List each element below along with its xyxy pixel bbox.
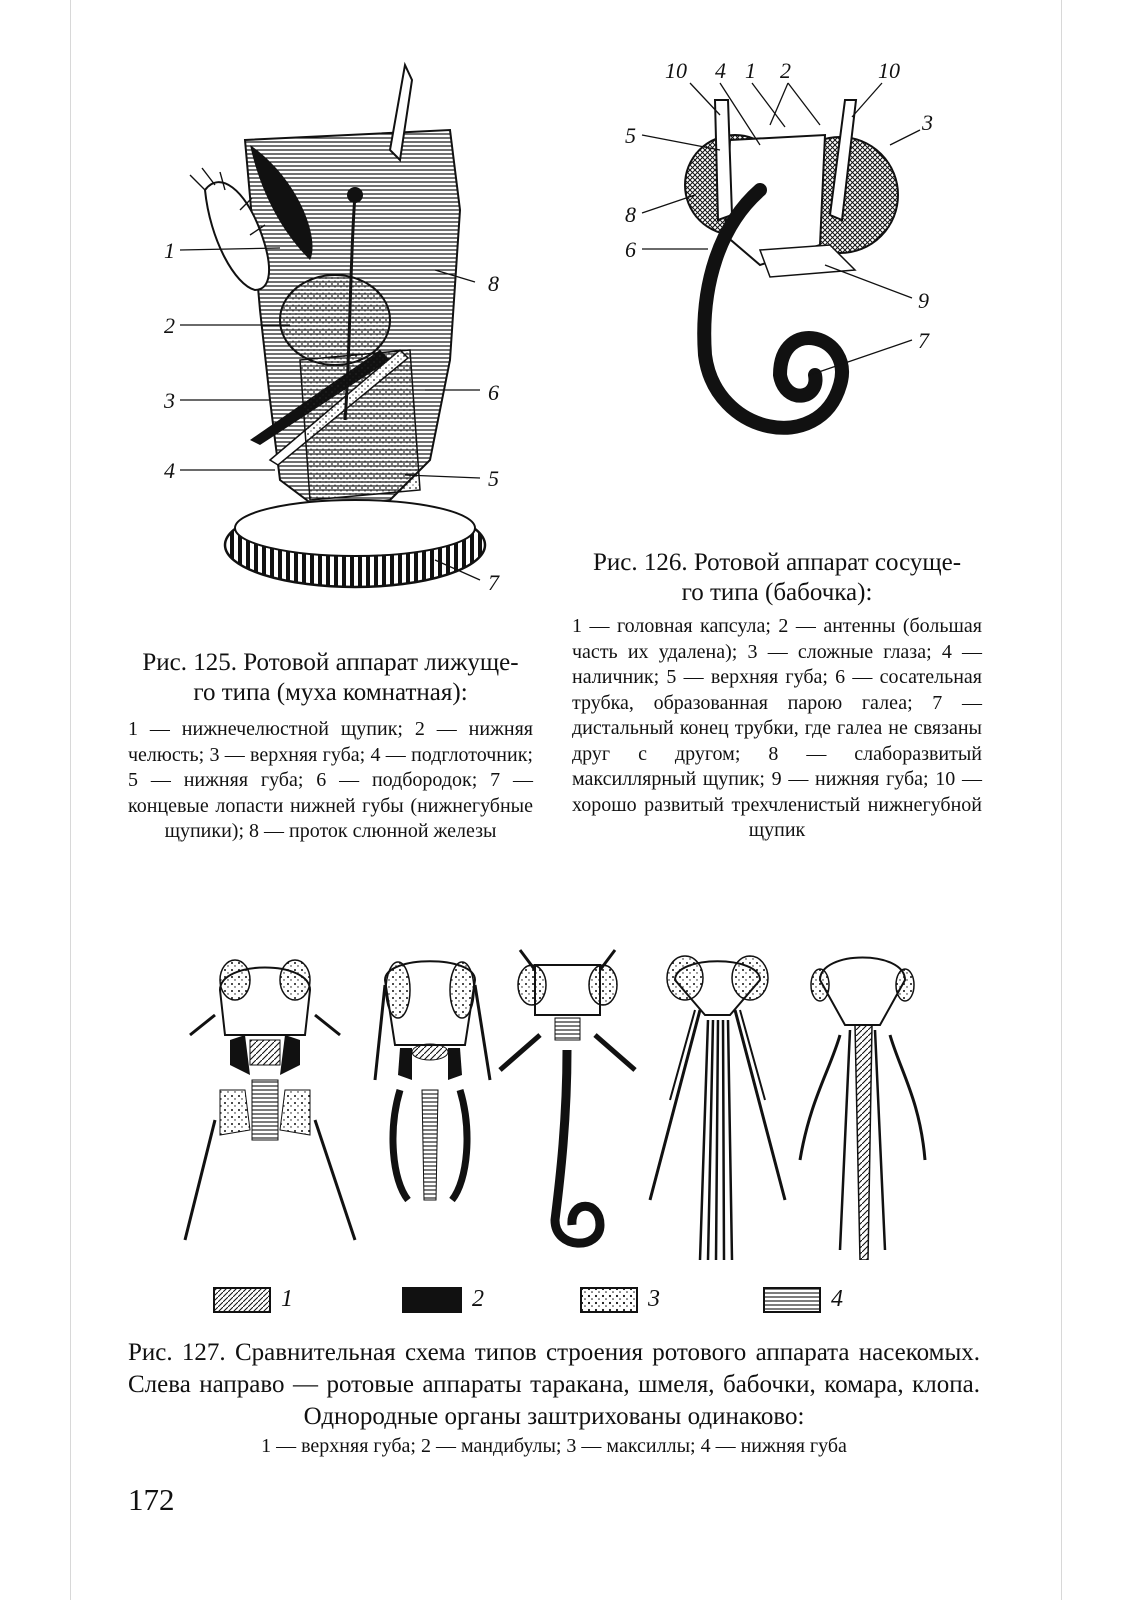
fig126-title-line2: го типа (бабочка): — [681, 579, 873, 606]
fig126-label-8: 8 — [625, 202, 636, 227]
legend-key-4: 4 — [831, 1286, 843, 1312]
legend-swatch-hatched — [213, 1287, 271, 1313]
legend-swatch-dotted — [580, 1287, 638, 1313]
legend-swatch-lined — [763, 1287, 821, 1313]
butterfly-head — [500, 950, 635, 1243]
fly-mouthparts-drawing — [150, 60, 520, 600]
fig125-label-2: 2 — [164, 313, 175, 338]
bug-head — [800, 958, 925, 1261]
fig125-title — [128, 648, 533, 708]
fig126-label-9: 9 — [918, 288, 929, 313]
fig126-label-10b: 10 — [878, 58, 900, 83]
fig125-label-5: 5 — [488, 466, 499, 491]
legend-key-1: 1 — [281, 1286, 293, 1312]
cockroach-head — [185, 960, 355, 1240]
comparison-drawing — [160, 940, 960, 1260]
fig127-title: Рис. 127. Сравнительная схема типов строения ротового аппарата насекомых. Слева направо — ротовые аппараты таракана, шмеля, бабочки, комара, клопа. Однородные органы заштрихованы одинаково: — [128, 1339, 980, 1430]
fig125-label-3: 3 — [164, 388, 175, 413]
fig126-label-2: 2 — [780, 58, 791, 83]
fig125-label-8: 8 — [488, 271, 499, 296]
butterfly-mouthparts-drawing — [620, 55, 950, 470]
fig125-title-line1: Рис. 125. Ротовой аппарат лижуще- — [142, 649, 519, 676]
fig125-legend: 1 — нижнечелюстной щупик; 2 — нижняя челюсть; 3 — верхняя губа; 4 — подглоточник; 5 — нижняя губа; 6 — подбородок; 7 — концевые лопасти нижней губы (нижнегубные щупики); 8 — проток слюнной железы — [128, 718, 533, 842]
fig125-label-7: 7 — [488, 570, 499, 595]
legend-item-4 — [763, 1286, 843, 1313]
fig126-label-6: 6 — [625, 237, 636, 262]
fig126-label-10a: 10 — [665, 58, 687, 83]
figure-127 — [160, 940, 960, 1260]
fig125-label-1: 1 — [164, 238, 175, 263]
fig126-label-4: 4 — [715, 58, 726, 83]
fig126-label-3: 3 — [922, 110, 933, 135]
figure-125 — [150, 60, 520, 600]
bumblebee-head — [375, 961, 490, 1200]
fig126-title — [572, 548, 982, 608]
legend-key-3: 3 — [648, 1286, 660, 1312]
fig126-label-1: 1 — [745, 58, 756, 83]
fig125-title-line2: го типа (муха комнатная): — [193, 679, 468, 706]
legend-item-2 — [402, 1286, 484, 1313]
legend-item-3 — [580, 1286, 660, 1313]
fig126-label-5: 5 — [625, 123, 636, 148]
legend-swatch-solid — [402, 1287, 462, 1313]
fig126-title-line1: Рис. 126. Ротовой аппарат сосуще- — [592, 549, 962, 576]
fig125-label-6: 6 — [488, 380, 499, 405]
fig125-label-4: 4 — [164, 458, 175, 483]
legend-key-2: 2 — [472, 1286, 484, 1312]
fig126-label-7: 7 — [918, 328, 929, 353]
mosquito-head — [650, 956, 785, 1260]
figure-126 — [620, 55, 950, 470]
fig126-legend: 1 — головная капсула; 2 — антенны (большая часть их удалена); 3 — сложные глаза; 4 — наличник; 5 — верхняя губа; 6 — сосательная трубка, образованная парою галеа; 7 — дистальный конец трубки, где галеа не связаны друг с другом; 8 — слаборазвитый максиллярный щупик; 9 — нижняя губа; 10 — хорошо развитый трехчленистый нижнегубной щупик — [572, 615, 982, 841]
page-number: 172 — [128, 1482, 175, 1517]
fig127-legend: 1 — верхняя губа; 2 — мандибулы; 3 — максиллы; 4 — нижняя губа — [261, 1435, 847, 1457]
legend-item-1 — [213, 1286, 293, 1313]
